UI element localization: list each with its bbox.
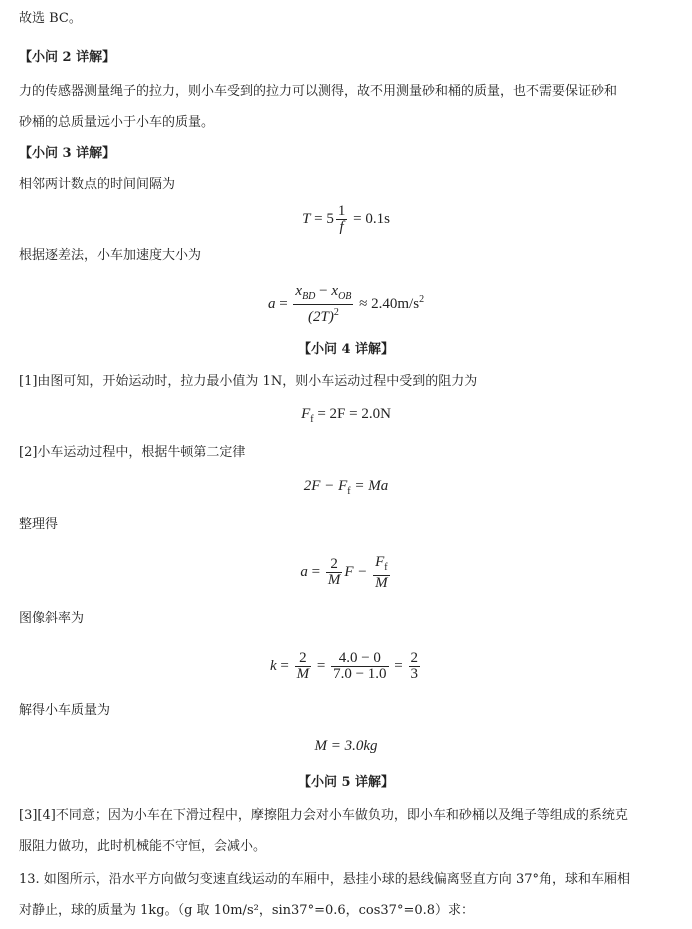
line-conclusion: 故选 BC。 — [19, 11, 82, 26]
fraction-denominator: M — [296, 666, 310, 683]
fraction-numerator — [373, 555, 390, 576]
fraction — [293, 284, 353, 325]
formula-symbol: F — [375, 553, 385, 570]
formula-superscript: 2 — [419, 294, 425, 305]
formula-period — [0, 202, 692, 236]
fraction-numerator: 1 — [337, 203, 346, 220]
formula-subscript: OB — [338, 291, 352, 303]
formula-text: = Ma — [350, 478, 389, 494]
formula-text: M = 3.0kg — [314, 738, 378, 754]
paragraph-4-line-4: 图像斜率为 — [19, 611, 85, 626]
paragraph-4-line-5: 解得小车质量为 — [19, 703, 111, 718]
formula-text: = 0.1s — [349, 211, 390, 227]
paragraph-4-line-1: [1]由图可知，开始运动时，拉力最小值为 1N，则小车运动过程中受到的阻力为 — [19, 374, 478, 389]
formula-rearranged: a = $\frac{2}{M}$ F − $\frac{F_f}{M}$ — [300, 553, 388, 591]
fraction — [373, 555, 390, 591]
fraction — [331, 651, 388, 682]
formula-text: − — [315, 283, 332, 300]
formula-mass — [0, 736, 692, 756]
formula-text: (2T) — [307, 309, 334, 326]
formula-text: ≈ 2.40m/s — [355, 296, 420, 312]
section-heading-3: 【小问 3 详解】 — [19, 146, 116, 161]
fraction — [409, 651, 421, 682]
formula-friction — [0, 404, 692, 430]
fraction-numerator: 4.0 − 0 — [331, 651, 388, 667]
formula-text: 2F − F — [303, 478, 348, 494]
formula-symbol: x — [295, 283, 303, 300]
paragraph-4-line-2: [2]小车运动过程中，根据牛顿第二定律 — [19, 445, 246, 460]
paragraph-3-line-2: 根据逐差法，小车加速度大小为 — [19, 248, 202, 263]
paragraph-2-line-2: 砂桶的总质量远小于小车的质量。 — [19, 115, 215, 130]
section-heading-2: 【小问 2 详解】 — [19, 50, 116, 65]
formula-slope: k = $\frac{2}{M}$ = $\frac{4.0 - 0}{7.0 - 1.0}$ = $\frac{2}{3}$ — [269, 650, 419, 683]
formula-newton — [0, 476, 692, 502]
paragraph-3-line-1: 相邻两计数点的时间间隔为 — [19, 177, 176, 192]
fraction-denominator: 3 — [410, 666, 419, 683]
formula-symbol: a — [300, 564, 308, 580]
formula-symbol: x — [331, 283, 339, 300]
formula-symbol: a — [267, 296, 276, 312]
formula-text: = 5 — [310, 211, 334, 227]
paragraph-5-line-1: [3][4]不同意；因为小车在下滑过程中，摩擦阻力会对小车做负功，即小车和砂桶以及绳子等组成的系统克 — [19, 808, 628, 823]
fraction-denominator: 7.0 − 1.0 — [333, 666, 387, 683]
fraction-denominator: M — [327, 572, 341, 589]
formula-symbol: T — [302, 211, 311, 227]
fraction — [295, 651, 312, 682]
formula-symbol: F — [301, 406, 311, 422]
fraction-numerator: 2 — [326, 557, 343, 573]
fraction — [326, 557, 343, 588]
formula-subscript: BD — [302, 291, 316, 303]
fraction — [336, 204, 348, 235]
formula-text: F − — [344, 564, 372, 580]
formula-superscript: 2 — [333, 307, 339, 319]
question-13-line-2: 对静止，球的质量为 1kg。（g 取 10m/s²，sin37°=0.6，cos37°=0.8）求： — [19, 903, 475, 918]
section-heading-4: 【小问 4 详解】 — [297, 342, 395, 357]
fraction-numerator — [293, 284, 353, 305]
fraction-denominator — [293, 305, 353, 325]
fraction-numerator: 2 — [295, 651, 312, 667]
fraction-denominator: f — [339, 219, 344, 236]
formula-subscript: f — [347, 486, 351, 497]
formula-subscript: f — [310, 414, 314, 425]
formula-subscript: f — [384, 561, 388, 573]
paragraph-2-line-1: 力的传感器测量绳子的拉力，则小车受到的拉力可以测得，故不用测量砂和桶的质量，也不需要保证砂和 — [19, 84, 618, 99]
paragraph-4-line-3: 整理得 — [19, 517, 59, 532]
formula-text: = 2F = 2.0N — [313, 406, 391, 422]
section-heading-5: 【小问 5 详解】 — [297, 775, 395, 790]
paragraph-5-line-2: 服阻力做功，此时机械能不守恒，会减小。 — [19, 839, 267, 854]
question-13-line-1: 13. 如图所示，沿水平方向做匀变速直线运动的车厢中，悬挂小球的悬线偏离竖直方向 37°角，球和车厢相 — [19, 872, 630, 887]
fraction-numerator: 2 — [410, 650, 419, 667]
fraction-denominator: M — [375, 574, 388, 591]
formula-symbol: k — [269, 658, 277, 674]
formula-acceleration: a = $\frac{x_{BD} - x_{OB}}{(2T)^2}$ ≈ $2.40m/s^2$ — [267, 283, 425, 326]
